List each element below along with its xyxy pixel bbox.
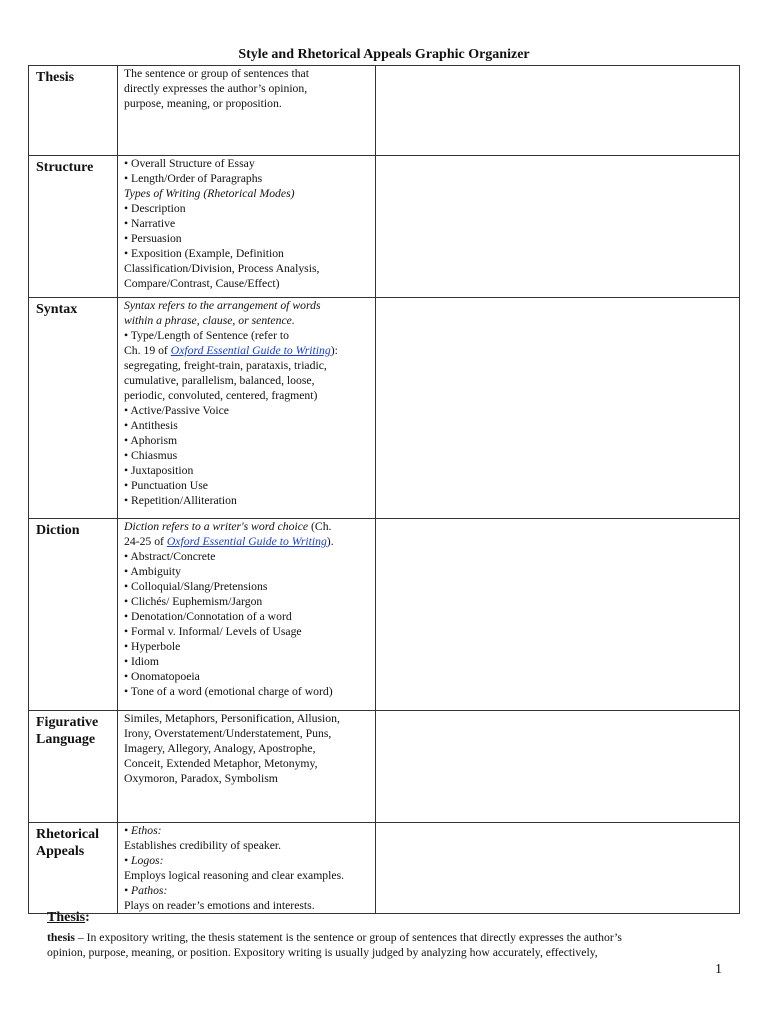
content-line: • Punctuation Use: [124, 479, 208, 492]
content-line: • Active/Passive Voice: [124, 404, 229, 417]
row-content-structure: [118, 156, 376, 298]
row-content-thesis: [118, 66, 376, 156]
row-label-syntax: Syntax: [29, 298, 118, 519]
notes-cell-figurative-language[interactable]: [376, 711, 740, 823]
row-figurative-language: [29, 711, 740, 823]
content-line: • Persuasion: [124, 232, 182, 245]
notes-cell-structure[interactable]: [376, 156, 740, 298]
content-line: Conceit, Extended Metaphor, Metonymy,: [124, 757, 318, 770]
content-line: [124, 343, 372, 358]
content-line: [124, 519, 372, 534]
content-line: • Description: [124, 202, 186, 215]
row-content-figurative-language: [118, 711, 376, 823]
notes-cell-thesis[interactable]: [376, 66, 740, 156]
ethos-label: • Ethos:: [124, 824, 162, 837]
page-number: 1: [715, 962, 722, 977]
pathos-label: • Pathos:: [124, 884, 168, 897]
content-line: Syntax refers to the arrangement of words: [124, 299, 321, 312]
thesis-heading-word: Thesis: [47, 910, 86, 925]
row-label-rhetorical-appeals: [29, 823, 118, 914]
content-line: • Juxtaposition: [124, 464, 194, 477]
thesis-body-line: [47, 930, 727, 945]
content-line: periodic, convoluted, centered, fragment): [124, 389, 318, 402]
row-structure: [29, 156, 740, 298]
notes-cell-diction[interactable]: [376, 519, 740, 711]
content-line: segregating, freight-train, parataxis, triadic,: [124, 359, 327, 372]
row-thesis: [29, 66, 740, 156]
content-line: The sentence or group of sentences that: [124, 67, 309, 80]
content-line: directly expresses the author’s opinion,: [124, 82, 308, 95]
content-line: Compare/Contrast, Cause/Effect): [124, 277, 280, 290]
content-line: Oxymoron, Paradox, Symbolism: [124, 772, 278, 785]
ethos-description: Establishes credibility of speaker.: [124, 839, 282, 852]
graphic-organizer-table: [28, 65, 740, 914]
logos-description: Employs logical reasoning and clear examples.: [124, 869, 345, 882]
content-line: • Tone of a word (emotional charge of word): [124, 685, 333, 698]
row-content-diction: [118, 519, 376, 711]
label-line: Appeals: [36, 844, 85, 859]
notes-cell-syntax[interactable]: [376, 298, 740, 519]
content-line: Irony, Overstatement/Understatement, Puns,: [124, 727, 332, 740]
content-line: • Repetition/Alliteration: [124, 494, 237, 507]
thesis-body-line: opinion, purpose, meaning, or position. Expository writing is usually judged by analyzing how accurately, effectively,: [47, 946, 598, 959]
content-line: • Onomatopoeia: [124, 670, 200, 683]
content-line: Types of Writing (Rhetorical Modes): [124, 187, 295, 200]
pathos-description: Plays on reader’s emotions and interests.: [124, 899, 315, 912]
thesis-section-body: [47, 930, 727, 960]
document-title: Style and Rhetorical Appeals Graphic Organizer: [238, 47, 530, 62]
ref-prefix: Ch. 19 of: [124, 344, 171, 357]
row-label-thesis: Thesis: [29, 66, 118, 156]
content-line: • Formal v. Informal/ Levels of Usage: [124, 625, 302, 638]
content-line: • Idiom: [124, 655, 159, 668]
book-link[interactable]: Oxford Essential Guide to Writing: [166, 535, 327, 548]
content-line: • Ambiguity: [124, 565, 182, 578]
notes-cell-rhetorical-appeals[interactable]: [376, 823, 740, 914]
content-line: Classification/Division, Process Analysis,: [124, 262, 320, 275]
label-line: Figurative: [36, 715, 99, 730]
content-line: • Chiasmus: [124, 449, 178, 462]
row-label-diction: Diction: [29, 519, 118, 711]
row-label-structure: Structure: [29, 156, 118, 298]
logos-label: • Logos:: [124, 854, 164, 867]
row-content-syntax: [118, 298, 376, 519]
ref-suffix: ):: [330, 344, 338, 357]
diction-intro: Diction refers to a writer's word choice: [124, 520, 309, 533]
thesis-term: thesis: [47, 931, 75, 944]
row-label-figurative-language: [29, 711, 118, 823]
row-diction: [29, 519, 740, 711]
label-line: Rhetorical: [36, 827, 99, 842]
row-syntax: [29, 298, 740, 519]
content-line: within a phrase, clause, or sentence.: [124, 314, 295, 327]
row-rhetorical-appeals: [29, 823, 740, 914]
thesis-definition: – In expository writing, the thesis statement is the sentence or group of sentences that directly expresses the author’s: [74, 931, 622, 944]
content-line: • Abstract/Concrete: [124, 550, 216, 563]
content-line: Similes, Metaphors, Personification, Allusion,: [124, 712, 340, 725]
content-line: • Overall Structure of Essay: [124, 157, 255, 170]
content-line: • Narrative: [124, 217, 176, 230]
content-line: • Exposition (Example, Definition: [124, 247, 284, 260]
ref-prefix: 24-25 of: [124, 535, 167, 548]
content-line: • Length/Order of Paragraphs: [124, 172, 263, 185]
content-line: • Antithesis: [124, 419, 178, 432]
content-line: Imagery, Allegory, Analogy, Apostrophe,: [124, 742, 316, 755]
label-line: Language: [36, 732, 96, 747]
thesis-heading-colon: :: [85, 910, 90, 925]
content-line: [124, 534, 372, 549]
content-line: • Colloquial/Slang/Pretensions: [124, 580, 268, 593]
content-line: • Denotation/Connotation of a word: [124, 610, 292, 623]
row-content-rhetorical-appeals: [118, 823, 376, 914]
ref-suffix: ).: [326, 535, 334, 548]
content-line: • Hyperbole: [124, 640, 181, 653]
content-line: • Type/Length of Sentence (refer to: [124, 329, 289, 342]
content-line: • Clichés/ Euphemism/Jargon: [124, 595, 263, 608]
content-line: • Aphorism: [124, 434, 178, 447]
diction-intro-tail: (Ch.: [308, 520, 332, 533]
content-line: purpose, meaning, or proposition.: [124, 97, 282, 110]
book-link[interactable]: Oxford Essential Guide to Writing: [170, 344, 331, 357]
content-line: cumulative, parallelism, balanced, loose,: [124, 374, 315, 387]
thesis-section-heading: [47, 910, 90, 926]
